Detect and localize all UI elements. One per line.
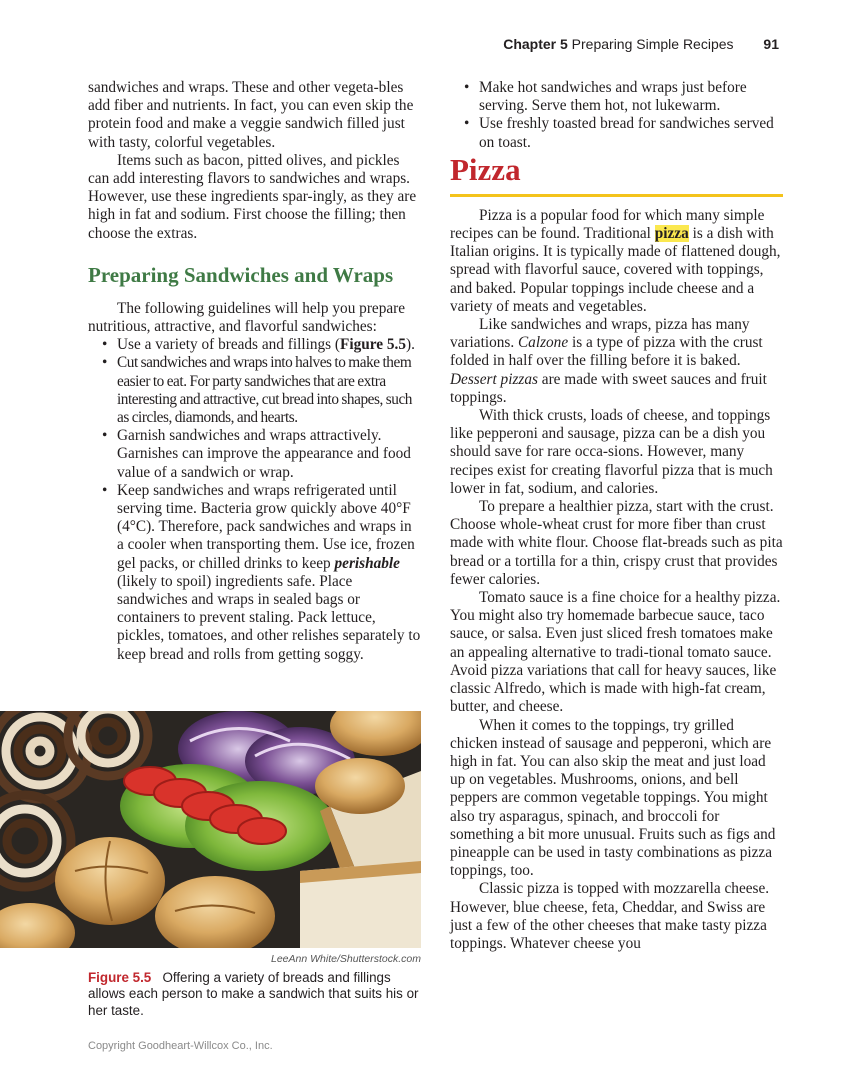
- copyright-footer: Copyright Goodheart-Willcox Co., Inc.: [88, 1040, 273, 1052]
- paragraph: The following guidelines will help you prepare nutritious, attractive, and flavorful sandwiches:: [88, 299, 406, 336]
- paragraph: Pizza is a popular food for which many simple recipes can be found. Traditional pizza is a dish with Italian origins. It is typically made of flattened dough, spread with flavorful sauce, covered with toppings, and baked. Popular toppings include cheese and a variety of meats and vegetables.: [450, 206, 781, 315]
- section-heading: Preparing Sandwiches and Wraps: [88, 262, 394, 287]
- highlighted-key-term[interactable]: pizza: [654, 225, 689, 243]
- paragraph: When it comes to the toppings, try grilled chicken instead of sausage and pepperoni, which are high in fat. You can also skip the meat and just load up on vegetables. Mushrooms, onions, and bell peppers are common vegetable toppings. You might also try asparagus, spinach, and broccoli for something a bit more unusual. Fruits such as figs and pineapple can be used in tasty combinations as pizza toppings, too.: [450, 716, 776, 880]
- chapter-title: Preparing Simple Recipes: [571, 36, 734, 52]
- sandwich-platter-image: [0, 711, 421, 948]
- page-number: 91: [763, 36, 779, 52]
- section-title: Pizza: [450, 152, 783, 197]
- right-column: [450, 79, 783, 953]
- key-term: Calzone: [517, 334, 569, 352]
- paragraph: Like sandwiches and wraps, pizza has many variations. Calzone is a type of pizza with the crust folded in half over the filling before it is baked. Dessert pizzas are made with sweet sauces and fruit toppings.: [450, 316, 767, 406]
- paragraph: Tomato sauce is a fine choice for a healthy pizza. You might also try homemade barbecue sauce, taco sauce, or salsa. Even just sliced fresh tomatoes make an appealing alternative to tradi-tional tomato sauce. Avoid pizza variations that call for heavy sauces, like classic Alfredo, which is made with high-fat cream, butter, and cheese.: [450, 589, 781, 716]
- paragraph: sandwiches and wraps. These and other vegeta-bles add fiber and nutrients. In fact, you can even skip the protein food and make a veggie sandwich filled just with tasty, colorful vegetables.: [88, 79, 414, 151]
- figure-caption: [88, 970, 421, 1019]
- chapter-number: Chapter 5: [503, 36, 568, 52]
- photo-credit: LeeAnn White/Shutterstock.com: [271, 953, 421, 965]
- list-item: • Cut sandwiches and wraps into halves to make them easier to eat. For party sandwiches that are extra interesting and attractive, cut bread into shapes, such as circles, diamonds, and hearts.: [88, 354, 421, 427]
- running-header: [503, 36, 779, 52]
- paragraph: To prepare a healthier pizza, start with the crust. Choose whole-wheat crust for more fiber than crust made with white flour. Choose flat-breads such as pita bread or a tortilla for a thin, crispy crust that provides fewer calories.: [450, 498, 783, 588]
- figure-photo: [0, 711, 421, 948]
- caption-text: Offering a variety of breads and fillings allows each person to make a sandwich that suits his or her taste.: [88, 970, 419, 1018]
- list-item: • Make hot sandwiches and wraps just before serving. Serve them hot, not lukewarm.: [450, 79, 783, 115]
- guidelines-list-continued: [450, 79, 783, 152]
- list-item: • Keep sandwiches and wraps refrigerated until serving time. Bacteria grow quickly above 40°F (4°C). Therefore, pack sandwiches and wraps in a cooler when transporting them. Use ice, frozen gel packs, or chilled drinks to keep perishable (likely to spoil) ingredients safe. Place sandwiches and wraps in sealed bags or containers to prevent staling. Pack lettuce, pickles, tomatoes, and other relishes separately to keep bread and rolls from getting soggy.: [88, 482, 421, 664]
- list-item: • Garnish sandwiches and wraps attractively. Garnishes can improve the appearance and food value of a sandwich or wrap.: [88, 427, 421, 482]
- list-item: • Use a variety of breads and fillings (Figure 5.5).: [88, 336, 421, 354]
- paragraph: Items such as bacon, pitted olives, and pickles can add interesting flavors to sandwiches and wraps. However, use these ingredients spar-ingly, as they are high in fat and sodium. First choose the filling; then choose the extras.: [88, 151, 417, 242]
- key-term: perishable: [334, 554, 400, 572]
- guidelines-list: [88, 336, 421, 664]
- figure-label: Figure 5.5: [88, 970, 152, 985]
- figure-reference[interactable]: Figure 5.5: [340, 336, 407, 354]
- key-term: Dessert pizzas: [450, 370, 538, 388]
- left-column: [88, 79, 421, 664]
- paragraph: With thick crusts, loads of cheese, and toppings like pepperoni and sausage, pizza can be a dish you should save for rare occa-sions. However, many recipes exist for creating flavorful pizza that is much lower in fat, sodium, and calories.: [450, 407, 773, 497]
- paragraph: Classic pizza is topped with mozzarella cheese. However, blue cheese, feta, Cheddar, and Swiss are just a few of the other cheeses that make tasty pizza toppings. Whatever cheese you: [450, 880, 770, 952]
- list-item: • Use freshly toasted bread for sandwiches served on toast.: [450, 115, 783, 151]
